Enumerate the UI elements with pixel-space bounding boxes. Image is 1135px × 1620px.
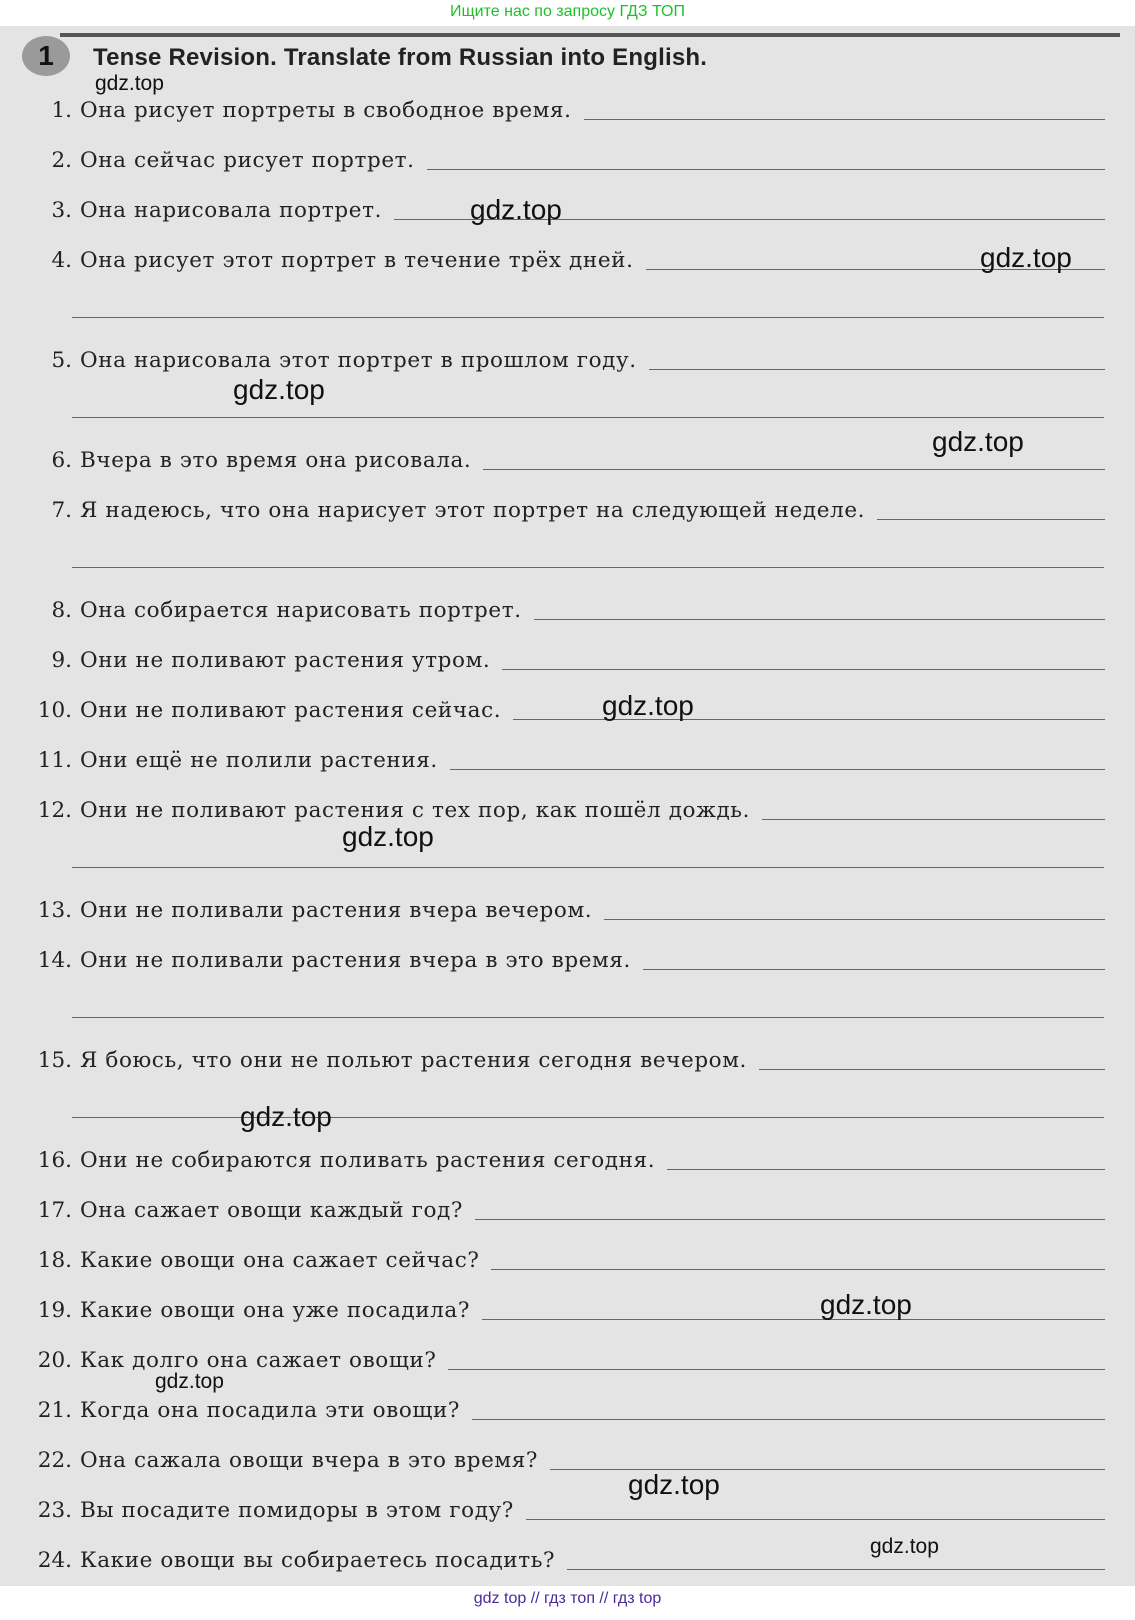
item-number: 3. (51, 197, 72, 223)
answer-line[interactable] (72, 1099, 1104, 1118)
item-number: 21. (37, 1397, 72, 1423)
item-sentence: Я боюсь, что они не польют растения сегодня вечером. (80, 1047, 747, 1073)
answer-line[interactable] (475, 1201, 1105, 1220)
answer-line[interactable] (491, 1251, 1105, 1270)
exercise-item (20, 135, 1105, 185)
exercise-item (20, 1135, 1105, 1185)
answer-line[interactable] (567, 1551, 1105, 1570)
answer-line-continuation[interactable] (72, 985, 1104, 1035)
item-sentence: Она рисует этот портрет в течение трёх дней. (80, 247, 634, 273)
answer-line[interactable] (584, 101, 1105, 120)
exercise-item (20, 1435, 1105, 1485)
answer-line[interactable] (427, 151, 1105, 170)
item-sentence: Они ещё не полили растения. (80, 747, 438, 773)
answer-line-continuation[interactable] (72, 285, 1104, 335)
answer-line[interactable] (72, 849, 1104, 868)
answer-line-continuation[interactable] (72, 535, 1104, 585)
item-number: 22. (37, 1447, 72, 1473)
exercise-item (20, 1185, 1105, 1235)
item-number: 12. (37, 797, 72, 823)
item-number: 8. (51, 597, 72, 623)
item-sentence: Она нарисовала этот портрет в прошлом году. (80, 347, 637, 373)
watermark: gdz.top (470, 194, 562, 225)
item-sentence: Когда она посадила эти овощи? (80, 1397, 461, 1423)
item-number: 23. (37, 1497, 72, 1523)
answer-line[interactable] (450, 751, 1105, 770)
exercise-item (20, 1035, 1105, 1085)
item-number: 4. (51, 247, 72, 273)
answer-line[interactable] (643, 951, 1105, 970)
item-number: 1. (51, 97, 72, 123)
answer-line[interactable] (482, 1301, 1105, 1320)
item-sentence: Я надеюсь, что она нарисует этот портрет на следующей неделе. (80, 497, 866, 523)
footer-links: gdz top // гдз топ // гдз top (473, 1590, 662, 1607)
watermark: gdz.top (233, 374, 325, 405)
item-number: 7. (51, 497, 72, 523)
item-number: 17. (37, 1197, 72, 1223)
answer-line[interactable] (448, 1351, 1105, 1370)
item-sentence: Она рисует портреты в свободное время. (80, 97, 572, 123)
answer-line-continuation[interactable] (72, 1085, 1104, 1135)
exercise-title: Tense Revision. Translate from Russian into English. (93, 44, 708, 71)
answer-line[interactable] (502, 651, 1105, 670)
item-number: 16. (37, 1147, 72, 1173)
item-sentence: Она сажает овощи каждый год? (80, 1197, 463, 1223)
item-number: 19. (37, 1297, 72, 1323)
search-banner: Ищите нас по запросу ГДЗ ТОП (450, 3, 685, 20)
item-number: 10. (37, 697, 72, 723)
item-number: 11. (37, 747, 72, 773)
item-sentence: Какие овощи она уже посадила? (80, 1297, 470, 1323)
answer-line[interactable] (534, 601, 1105, 620)
exercise-item (20, 335, 1105, 385)
exercise-item (20, 585, 1105, 635)
item-sentence: Они не собираются поливать растения сегодня. (80, 1147, 656, 1173)
exercise-item (20, 185, 1105, 235)
watermark: gdz.top (602, 690, 694, 721)
answer-line[interactable] (526, 1501, 1105, 1520)
watermark: gdz.top (155, 1370, 224, 1393)
item-number: 6. (51, 447, 72, 473)
answer-line[interactable] (72, 299, 1104, 318)
answer-line[interactable] (472, 1401, 1105, 1420)
watermark: gdz.top (980, 242, 1072, 273)
item-number: 14. (37, 947, 72, 973)
answer-line-continuation[interactable] (72, 835, 1104, 885)
answer-line[interactable] (604, 901, 1105, 920)
answer-line[interactable] (762, 801, 1105, 820)
exercise-item (20, 635, 1105, 685)
answer-line[interactable] (649, 351, 1105, 370)
item-sentence: Как долго она сажает овощи? (80, 1347, 437, 1373)
item-number: 9. (51, 647, 72, 673)
watermark: gdz.top (240, 1101, 332, 1132)
exercise-item (20, 1235, 1105, 1285)
item-sentence: Вы посадите помидоры в этом году? (80, 1497, 514, 1523)
item-number: 15. (37, 1047, 72, 1073)
exercise-item (20, 785, 1105, 835)
exercise-item (20, 735, 1105, 785)
answer-line[interactable] (877, 501, 1105, 520)
watermark: gdz.top (95, 72, 164, 95)
item-number: 18. (37, 1247, 72, 1273)
exercise-item (20, 935, 1105, 985)
exercise-item (20, 685, 1105, 735)
item-number: 24. (37, 1547, 72, 1573)
item-sentence: Они не поливают растения утром. (80, 647, 491, 673)
header-rule (60, 33, 1120, 37)
answer-line[interactable] (72, 549, 1104, 568)
exercise-item (20, 885, 1105, 935)
item-number: 13. (37, 897, 72, 923)
item-sentence: Какие овощи она сажает сейчас? (80, 1247, 480, 1273)
item-sentence: Она нарисовала портрет. (80, 197, 383, 223)
watermark: gdz.top (870, 1535, 939, 1558)
item-number: 5. (51, 347, 72, 373)
item-number: 2. (51, 147, 72, 173)
exercise-number-badge: 1 (22, 36, 70, 76)
watermark: gdz.top (342, 821, 434, 852)
exercise-item (20, 1285, 1105, 1335)
item-sentence: Она собирается нарисовать портрет. (80, 597, 522, 623)
exercise-item (20, 235, 1105, 285)
item-sentence: Они не поливают растения с тех пор, как пошёл дождь. (80, 797, 751, 823)
watermark: gdz.top (628, 1469, 720, 1500)
answer-line[interactable] (550, 1451, 1105, 1470)
watermark: gdz.top (932, 426, 1024, 457)
item-number: 20. (37, 1347, 72, 1373)
exercise-item (20, 1485, 1105, 1535)
watermark: gdz.top (820, 1289, 912, 1320)
item-sentence: Вчера в это время она рисовала. (80, 447, 472, 473)
item-sentence: Они не поливали растения вчера в это время. (80, 947, 631, 973)
exercise-item (20, 85, 1105, 135)
item-sentence: Они не поливали растения вчера вечером. (80, 897, 593, 923)
item-sentence: Она сейчас рисует портрет. (80, 147, 415, 173)
item-sentence: Какие овощи вы собираетесь посадить? (80, 1547, 556, 1573)
item-sentence: Они не поливают растения сейчас. (80, 697, 502, 723)
item-sentence: Она сажала овощи вчера в это время? (80, 1447, 539, 1473)
exercise-item (20, 485, 1105, 535)
answer-line[interactable] (759, 1051, 1105, 1070)
exercise-item (20, 1535, 1105, 1585)
answer-line[interactable] (72, 999, 1104, 1018)
answer-line[interactable] (667, 1151, 1105, 1170)
answer-line[interactable] (72, 399, 1104, 418)
